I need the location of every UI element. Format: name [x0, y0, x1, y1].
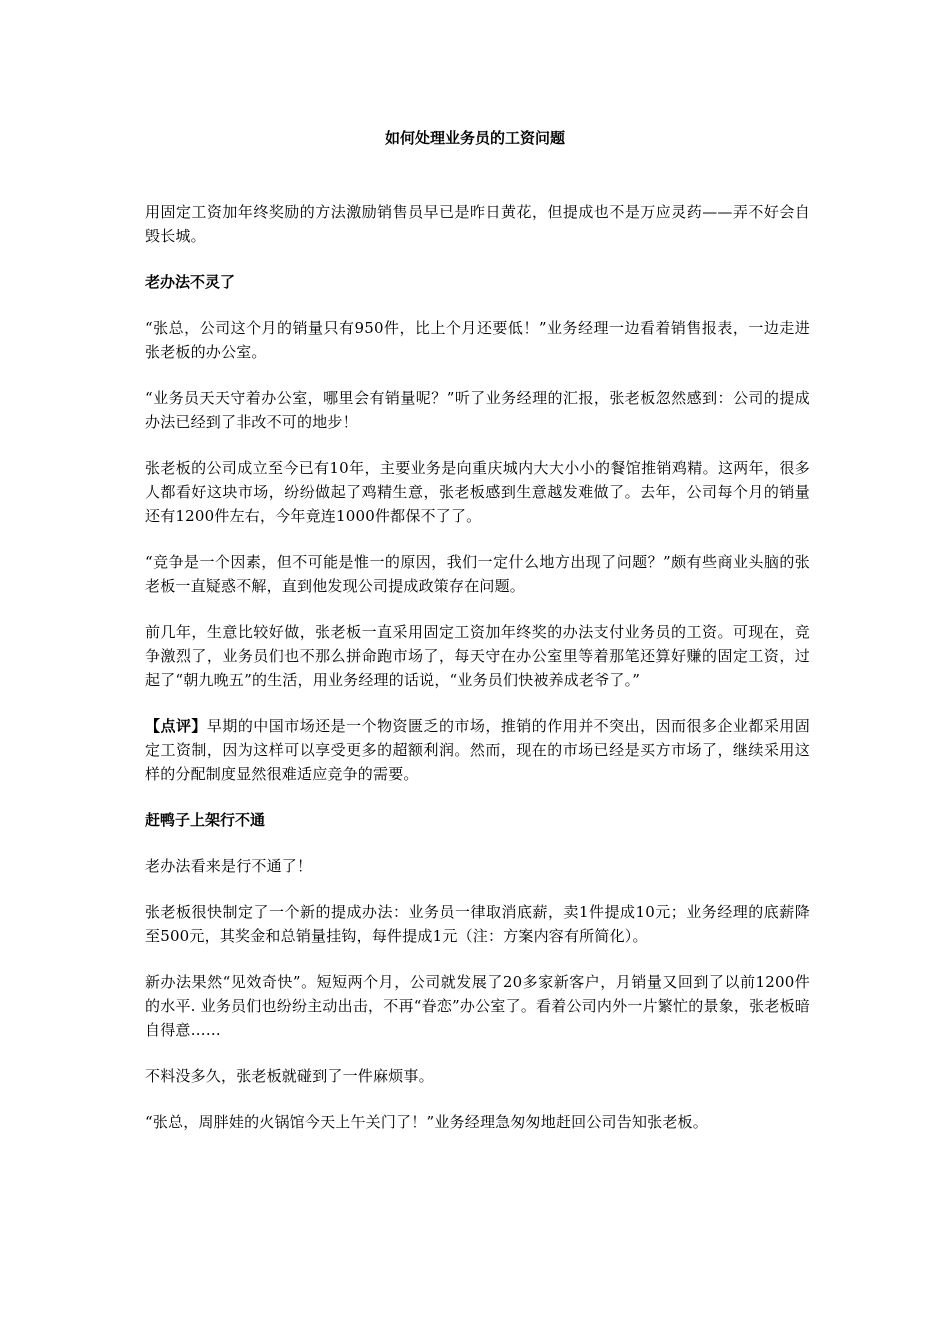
comment-tag: 【点评】: [145, 717, 207, 735]
paragraph: 老办法看来是行不通了！: [145, 857, 313, 875]
paragraph: “竞争是一个因素，但不可能是惟一的原因，我们一定什么地方出现了问题？”颇有些商业头脑的张老板一直疑惑不解，直到他发现公司提成政策存在问题。: [145, 553, 810, 595]
comment-paragraph: [145, 714, 810, 786]
paragraph: 不料没多久，张老板就碰到了一件麻烦事。: [145, 1067, 434, 1085]
section-heading-new-method: 赶鸭子上架行不通: [145, 811, 266, 829]
document-body: [145, 200, 810, 1156]
paragraph: 张老板很快制定了一个新的提成办法：业务员一律取消底薪，卖1件提成10元；业务经理的底薪降至500元，其奖金和总销量挂钩，每件提成1元（注：方案内容有所简化）。: [145, 903, 810, 945]
paragraph: “业务员天天守着办公室，哪里会有销量呢？”听了业务经理的汇报，张老板忽然感到：公司的提成办法已经到了非改不可的地步！: [145, 389, 810, 431]
paragraph: “张总，周胖娃的火锅馆今天上午关门了！”业务经理急匆匆地赶回公司告知张老板。: [145, 1113, 708, 1131]
paragraph: “张总，公司这个月的销量只有950件，比上个月还要低！”业务经理一边看着销售报表，一边走进张老板的办公室。: [145, 319, 810, 361]
document-title: 如何处理业务员的工资问题: [384, 129, 565, 147]
section-heading-old-method: 老办法不灵了: [145, 273, 236, 291]
intro-paragraph: 用固定工资加年终奖励的方法激励销售员早已是昨日黄花，但提成也不是万应灵药——弄不好会自毁长城。: [145, 203, 810, 245]
paragraph: 前几年，生意比较好做，张老板一直采用固定工资加年终奖的办法支付业务员的工资。可现在，竞争激烈了，业务员们也不那么拼命跑市场了，每天守在办公室里等着那笔还算好赚的固定工资，过起了“朝九晚五”的生活，用业务经理的话说，“业务员们快被养成老爷了。”: [145, 623, 810, 689]
comment-text: 早期的中国市场还是一个物资匮乏的市场，推销的作用并不突出，因而很多企业都采用固定工资制，因为这样可以享受更多的超额利润。然而，现在的市场已经是买方市场了，继续采用这样的分配制度显然很难适应竞争的需要。: [145, 717, 810, 783]
paragraph: 张老板的公司成立至今已有10年，主要业务是向重庆城内大大小小的餐馆推销鸡精。这两年，很多人都看好这块市场，纷纷做起了鸡精生意，张老板感到生意越发难做了。去年，公司每个月的销量还有1200件左右，今年竟连1000件都保不了了。: [145, 459, 810, 525]
paragraph: 新办法果然“见效奇快”。短短两个月，公司就发展了20多家新客户，月销量又回到了以前1200件的水平. 业务员们也纷纷主动出击，不再“眷恋”办公室了。看着公司内外一片繁忙的景象，张老板暗自得意……: [145, 973, 810, 1039]
